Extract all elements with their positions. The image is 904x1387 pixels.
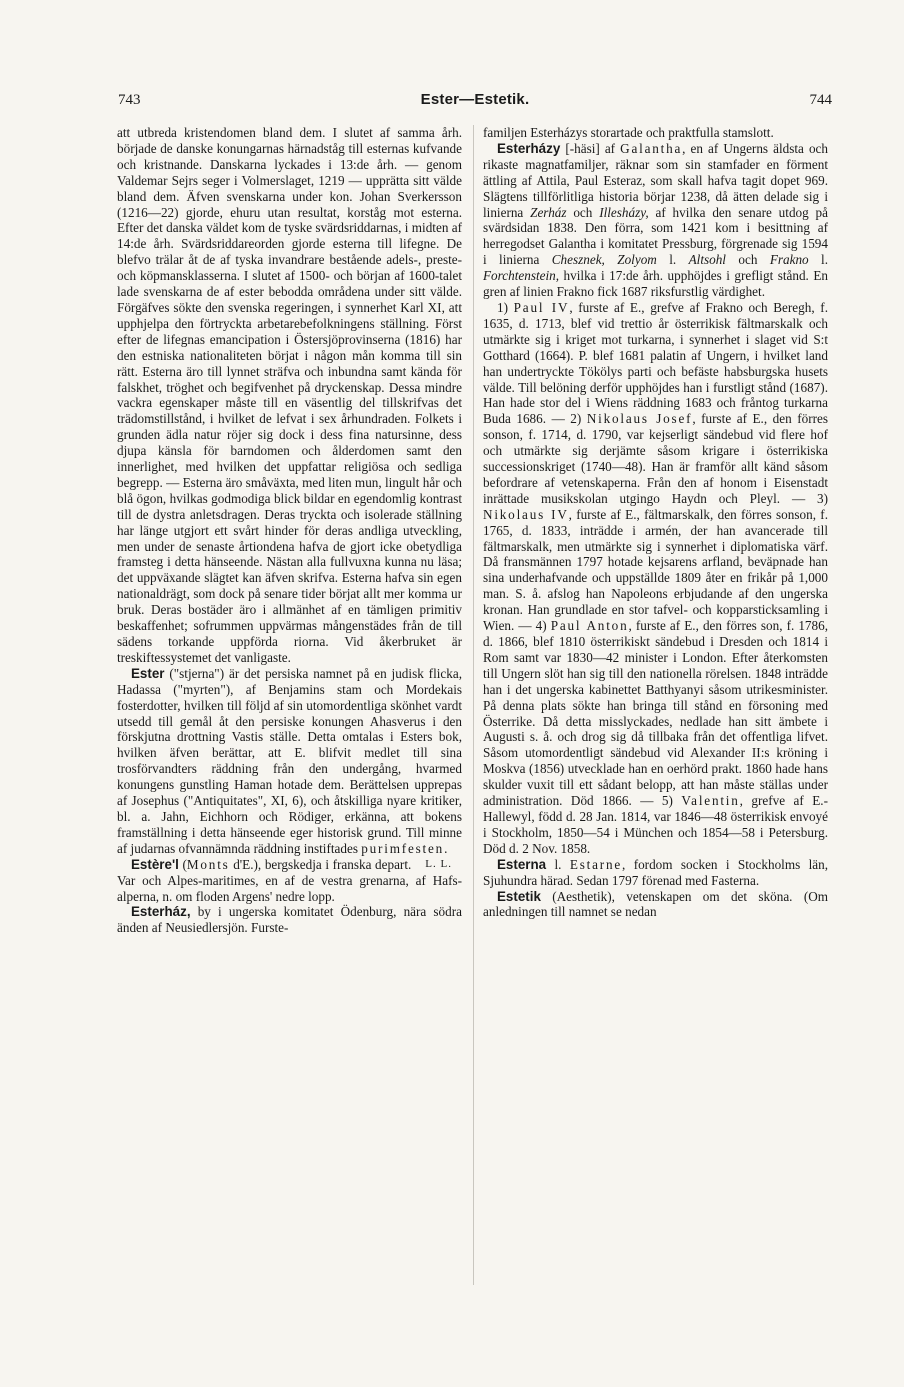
member-valentin: Valentin xyxy=(681,793,740,809)
members-text-3: , furste af E., den förres sonson, f. 1714, d. 1790, var kejserligt sändebud vid flere hof och utmärkte sig derjämte såsom krigare i österrikiska successionskriget (1740—48). Han är framför allt känd såsom befordrare af vetenskaperna. Från den af honom i Eisenstadt inrättade musikskolan utgingo Haydn och Pleyl. — 3) xyxy=(483,411,829,506)
esterhazy-pron: [-häsi] af xyxy=(560,140,621,156)
right-page-number: 744 xyxy=(809,92,832,108)
members-text-4: , furste af E., fältmarskalk, den förres sonson, f. 1765, d. 1833, inträdde i armén, der han avancerade till fältmarskalk, men utmärkte sig i synnerhet i diplomatiska värf. Då fransmännen 1797 hotade kejsarens arfland, beväpnade han sina underhafvande och uppställde 1809 åter en frikår på 1,000 man. S. å. afslog han Napoleons erbjudande af den ungerska kronan. Han grundlade en stor tafvel- och kopparsticksamling i Wien. — 4) xyxy=(483,506,828,634)
ester-text-end: . xyxy=(444,840,448,856)
author-signature: L. L. xyxy=(425,857,452,870)
left-column xyxy=(117,125,462,936)
esterhazy-text-b: af hvilka den senare utdog på svärdsidan 1838. Den förra, som 1421 kom i besittning af herregodset Galantha i komitatet Pressburg, förgrenade sig 1594 i linierna xyxy=(483,204,828,268)
ester-purimfesten: purimfesten xyxy=(361,840,445,856)
esterhaz-continued-paragraph: familjen Esterházys storartade och praktfulla stamslott. xyxy=(483,125,774,140)
headword-ester: Ester xyxy=(131,665,165,681)
esterhazy-altsohl: Altsohl xyxy=(688,252,726,268)
member-paul: Paul IV xyxy=(513,299,570,315)
headword-estetik: Estetik xyxy=(497,888,541,904)
esterna-text: , fordom socken i Stockholms län, Sjuhundra härad. Sedan 1797 förenad med Fasterna. xyxy=(483,856,829,888)
column-divider xyxy=(473,125,474,1285)
esterhazy-och-2: och xyxy=(725,252,770,268)
entry-esterhaz xyxy=(117,904,462,936)
members-text-1: 1) xyxy=(497,299,514,315)
esterhazy-text-a: , en af Ungerns äldsta och rikaste magnatfamiljer, räknar som sin stamfader en förment ättling af Attila, Paul Esteraz, som skall hafva tagit dopet 969. Slägtens tillförlitliga historia börjar 1238, då ätten delade sig i linierna xyxy=(483,140,828,220)
members-text-5: , furste af E., den förres son, f. 1786, d. 1866, blef 1810 österrikiskt sändebud i Dresden och 1814 i Rom samt var 1830—42 minister i London. Efter återkomsten till Ungern slöt han sig till den nationella rörelsen. 1848 inträdde han i det ungerska kabinettet Batthyanyi såsom utrikesminister. På denna plats sökte han bringa till stånd en försoning med Österrike. Då detta misslyckades, nedlade han sitt ämbete i Augusti s. å. och drog sig då tillbaka från det offentliga lifvet. Såsom utomordentligt sändebud vid Alexander II:s kröning i Moskva (1856) utvecklade han en oerhörd prakt. 1860 hade hans skulder vuxit till ett sådant belopp, att han måste ställas under administration. Död 1866. — 5) xyxy=(483,618,828,809)
page-header xyxy=(118,92,832,112)
member-paul-anton: Paul Anton xyxy=(550,618,629,634)
entry-estetik xyxy=(483,889,828,921)
members-text-6: , grefve af E.-Hallewyl, född d. 28 Jan. 1814, var 1846—48 österrikisk envoyé i Stockholm, 1850—54 i München och 1854—58 i Petersburg. Död d. 2 Nov. 1858. xyxy=(483,793,828,856)
esterel-monts: Monts xyxy=(186,856,230,872)
esterhazy-galantha: Galantha xyxy=(620,140,683,156)
esterhazy-och-1: och xyxy=(566,204,600,220)
esterhazy-zerhaz: Zerház xyxy=(530,204,567,220)
member-nikolaus-iv: Nikolaus IV xyxy=(483,506,569,522)
members-text-2: , furste af E., grefve af Frakno och Beregh, f. 1635, d. 1713, blef vid trettio år österrikisk fältmarskalk och utmärkte sig i kriget mot turkarna, i synnerhet i slaget vid S:t Gotthard (1664). P. blef 1681 palatin af Ungern, i hvilket land han undertryckte Tökölys parti och befäste habsburgska husets välde. Till belöning derför upphöjdes han i furstligt stånd (1687). Han hade stor del i Wiens räddning 1683 och fråntog turkarna Buda 1686. — 2) xyxy=(483,299,828,427)
headword-esterhaz: Esterház, xyxy=(131,904,191,920)
estetik-text: (Aesthetik), vetenskapen om det sköna. (Om anledningen till namnet se nedan xyxy=(483,888,828,920)
running-head: Ester—Estetik. xyxy=(420,91,530,108)
right-column xyxy=(483,125,828,920)
left-page-number: 743 xyxy=(118,92,141,108)
esterna-l: l. xyxy=(546,856,570,872)
member-nikolaus-josef: Nikolaus Josef xyxy=(586,411,693,427)
esterhazy-illeshazy: Illesházy, xyxy=(599,204,649,220)
esterhazy-members-paragraph xyxy=(483,300,828,857)
esterhazy-frakno: Frakno xyxy=(769,252,809,268)
esterna-estarne: Estarne xyxy=(569,856,623,872)
ester-text-1: ("stjerna") är det persiska namnet på en judisk flicka, Hadassa ("myrten"), af Benjamins stam och Mordekais fosterdotter, hvilken till följd af sin utomordentliga skönhet vardt utsedd till gemål åt den persiske konungen Ahasverus i den förskjutna drottning Vastis ställe. Detta omtalas i Esters bok, hvilken äfven berättar, att E. blifvit medlet till sina trosförvandters räddning från den undergång, hvarmed konungens gunstling Haman hotade dem. Berättelsen upprepas af Josephus ("Antiquitates", XI, 6), och åtskilliga nyare kritiker, bl. a. Jahn, Eichhorn och Rödiger, erkänna, att bokens framställning i detta hänseende eger historisk grund. Till minne af judarnas ofvannämnda räddning instiftades xyxy=(117,665,462,856)
esterhazy-text-c: hvilka i 17:de årh. upphöjdes i grefligt stånd. En gren af linien Frakno fick 1687 riksfurstlig värdighet. xyxy=(483,268,828,300)
esterhazy-chesznek: Chesznek, Zolyom xyxy=(551,252,657,268)
esterhazy-forchtenstein: Forchtenstein, xyxy=(483,268,560,284)
esterhaz-text: by i ungerska komitatet Ödenburg, nära södra änden af Neusiedlersjön. Furste- xyxy=(117,904,462,936)
esterhazy-l-1: l. xyxy=(656,252,689,268)
esterel-text: d'E.), bergskedja i franska depart. Var och Alpes-maritimes, en af de vestra grenarna, af Hafs-alperna, n. om floden Argens' nedre lopp. xyxy=(117,856,462,904)
entry-esterna xyxy=(483,857,828,889)
entry-esterel: Estère'l (Monts d'E.), bergskedja i franska depart. Var och Alpes-maritimes, en af de vestra grenarna, af Hafs-alperna, n. om floden Argens' nedre lopp. xyxy=(117,856,462,904)
headword-esterna: Esterna xyxy=(497,856,547,872)
headword-esterel: Estère'l xyxy=(131,856,179,872)
headword-esterhazy: Esterházy xyxy=(497,140,561,156)
ester-continued-paragraph: att utbreda kristendomen bland dem. I slutet af samma årh. började de danske konungarnas härnadståg till esternas kufvande och kristnande. Danskarna lyckades i 13:de årh. — genom Valdemar Sejrs seger i Volmerslaget, 1219 — upprätta sitt välde bland dem. Äfven svenskarna under kon. Johan Sverkersson (1216—22) gjorde, ehuru utan resultat, korståg mot esterna. Efter det danska väldet kom de tyske svärdsriddarnas, i midten af 14:de årh. Svärdsriddareorden gjorde esterna till lifegne. De blefvo trälar åt de af tyska invandrare bestående adels-, preste- och köpmansklasserna. I slutet af 1500- och början af 1600-talet lade svenskarna de af ester bebodda områdena under sitt välde. Förgäfves sökte den svenska regeringen, i synnerhet Karl XI, att upphjelpa den förtryckta arbetarebefolkningens ställning. Först efter de lifegnas emancipation i Östersjöprovinserna (1816) har den estniska nationaliteten börjat i någon mån komma till sin rätt. Esterna äro till lynnet sträfva och inbundna samt kända för falskhet, tröghet och begifvenhet på dryckenskap. Dessa mindre vackra egenskaper måste till en väsentlig del tillskrifvas det trädomstillstånd, i hvilket de lefvat i sex århundraden. Folkets i grunden ädla natur röjer sig dock i dess fina natursinne, dess djupa känsla för barndomen och ålderdomen samt den innerlighet, med hvilken det uppfattar religiösa och sedliga begrepp. — Esterna äro småväxta, med liten mun, lingult hår och blå ögon, hvilkas godmodiga blick bildar en egendomlig kontrast till de dystra anletsdragen. Deras tryckta och isolerade ställning har länge utgjort ett svårt hinder för deras andliga utveckling, men under de senaste årtiondena hafva de gjort icke obetydliga framsteg i detta hänseende. Nästan alla fullvuxna kunna nu läsa; det uppväxande slägtet kan äfven skrifva. Esterna hafva sin egen nationaldrägt, som dock på senare tider börjat allt mer komma ur bruk. Deras bostäder äro i allmänhet af en tämligen primitiv beskaffenhet; sofrummen uppvärmas mångenstädes från de till sädens torkande uppförda riorna. Vid åkerbruket är treskiftessystemet det vanligaste. xyxy=(117,125,462,665)
entry-esterhazy xyxy=(483,141,828,300)
esterhazy-l-2: l. xyxy=(808,252,828,268)
